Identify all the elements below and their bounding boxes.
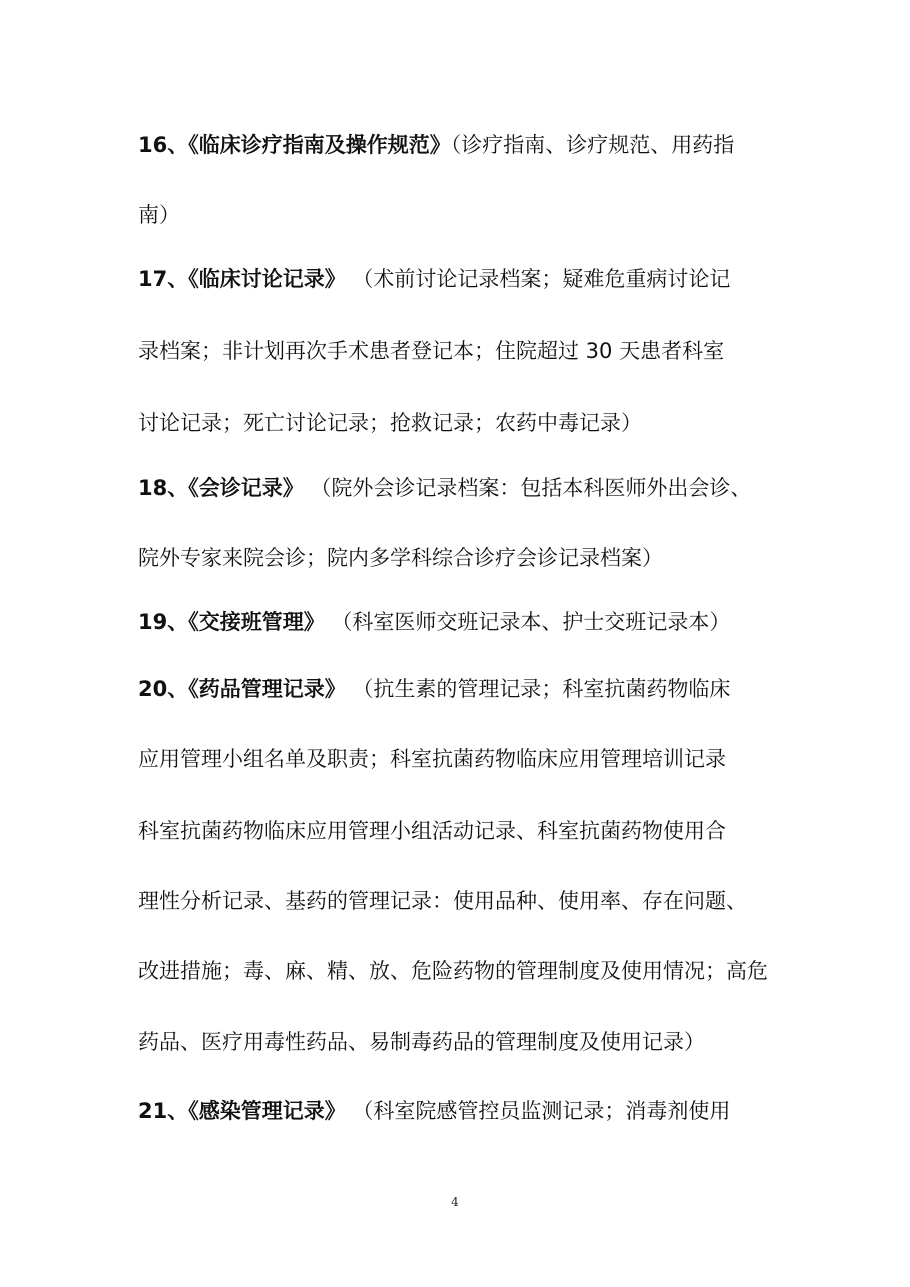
item-18-line-2	[138, 543, 663, 573]
item-18-text-2: 院外专家来院会诊；院内多学科综合诊疗会诊记录档案）	[138, 546, 663, 570]
item-17-line-3	[138, 408, 642, 438]
item-17-line-1	[138, 264, 730, 294]
item-19-text-1: （科室医师交班记录本、护士交班记录本）	[324, 610, 731, 634]
page-number: 4	[451, 1195, 459, 1209]
item-16-text-1: （诊疗指南、诊疗规范、用药指	[450, 133, 735, 157]
item-18-line-1	[138, 473, 751, 503]
item-16-line-1	[138, 130, 734, 160]
item-19-line-1	[138, 607, 730, 637]
item-16-line-2	[138, 200, 180, 230]
item-19-title: 《交接班管理》	[188, 610, 325, 634]
item-17-text-3: 讨论记录；死亡讨论记录；抢救记录；农药中毒记录）	[138, 411, 642, 435]
item-20-line-5	[138, 956, 768, 986]
item-20-text-6: 药品、医疗用毒性药品、易制毒药品的管理制度及使用记录）	[138, 1030, 705, 1054]
item-20-line-1	[138, 674, 730, 704]
item-20-text-3: 科室抗菌药物临床应用管理小组活动记录、科室抗菌药物使用合	[138, 819, 726, 843]
item-21-line-1	[138, 1096, 730, 1126]
item-21-number: 21、	[138, 1099, 189, 1123]
item-21-text-1: （科室院感管控员监测记录；消毒剂使用	[345, 1099, 731, 1123]
item-19-number: 19、	[138, 610, 189, 634]
item-20-text-5: 改进措施；毒、麻、精、放、危险药物的管理制度及使用情况；高危	[138, 959, 768, 983]
item-20-number: 20、	[138, 677, 189, 701]
item-17-number: 17、	[138, 267, 189, 291]
item-20-text-4: 理性分析记录、基药的管理记录：使用品种、使用率、存在问题、	[138, 889, 747, 913]
item-18-text-1: （院外会诊记录档案：包括本科医师外出会诊、	[303, 476, 752, 500]
item-21-title: 《感染管理记录》	[188, 1099, 346, 1123]
item-17-text-2: 录档案；非计划再次手术患者登记本；住院超过 30 天患者科室	[138, 339, 725, 363]
item-16-text-2: 南）	[138, 203, 180, 227]
item-17-text-1: （术前讨论记录档案；疑难危重病讨论记	[345, 267, 731, 291]
item-20-text-1: （抗生素的管理记录；科室抗菌药物临床	[345, 677, 731, 701]
item-20-line-2	[138, 744, 726, 774]
item-18-number: 18、	[138, 476, 189, 500]
item-17-title: 《临床讨论记录》	[188, 267, 346, 291]
item-16-title: 《临床诊疗指南及操作规范》	[188, 133, 451, 157]
item-20-line-4	[138, 886, 747, 916]
item-20-line-6	[138, 1027, 705, 1057]
item-20-line-3	[138, 816, 726, 846]
item-20-text-2: 应用管理小组名单及职责；科室抗菌药物临床应用管理培训记录	[138, 747, 726, 771]
item-16-number: 16、	[138, 133, 189, 157]
item-20-title: 《药品管理记录》	[188, 677, 346, 701]
item-18-title: 《会诊记录》	[188, 476, 304, 500]
item-17-line-2	[138, 336, 724, 366]
